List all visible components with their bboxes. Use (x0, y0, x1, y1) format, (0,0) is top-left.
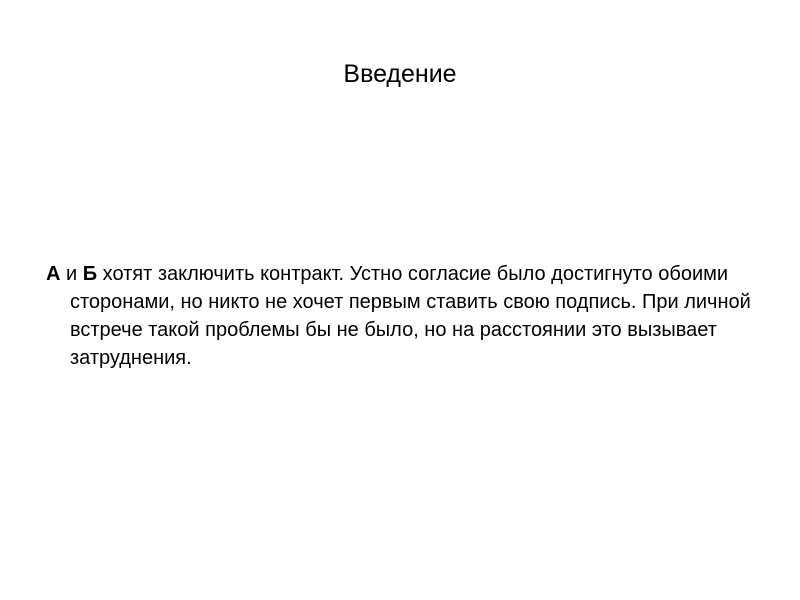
slide-body-paragraph (46, 260, 782, 372)
party-a-label: А (46, 263, 61, 285)
party-b-label: Б (82, 263, 98, 285)
slide-title: Введение (343, 60, 457, 88)
conjunction-text: и (60, 263, 83, 285)
body-text: хотят заключить контракт. Устно согласие было достигнуто обоими сторонами, но никто не хочет первым ставить свою подпись. При личной встрече такой проблемы бы не было, но на расстоянии это вызывает затруднения. (70, 263, 751, 369)
